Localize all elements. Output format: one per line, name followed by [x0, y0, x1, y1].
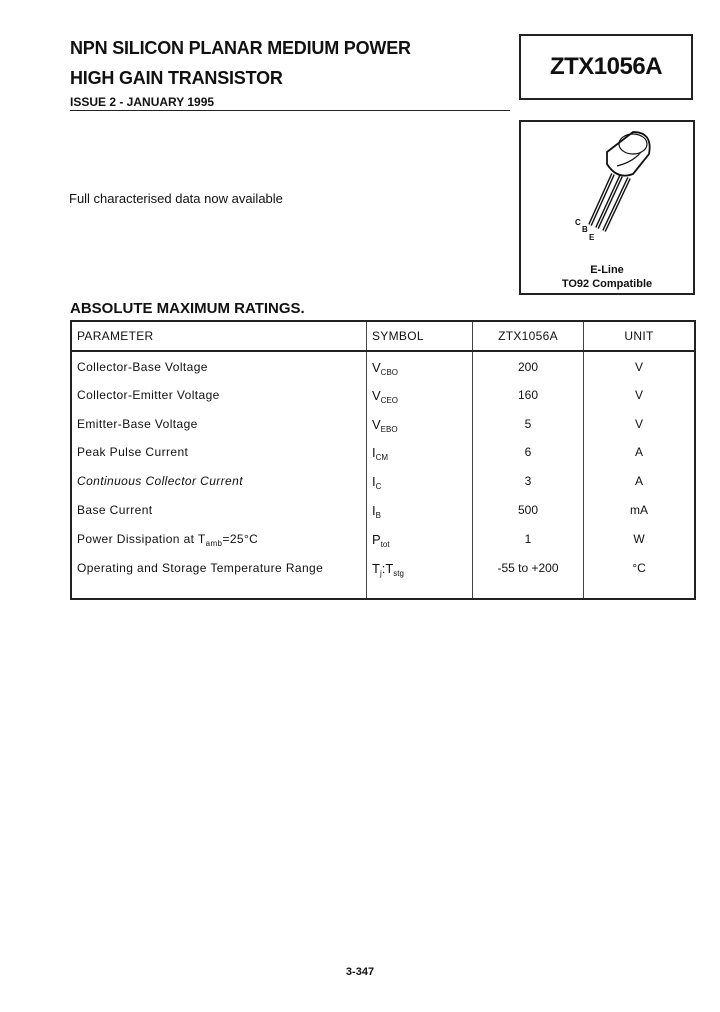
unit-cell: mA — [584, 495, 696, 524]
unit-cell: V — [584, 351, 696, 380]
issue-date: ISSUE 2 - JANUARY 1995 — [70, 95, 215, 109]
parameter-cell: Base Current — [71, 495, 367, 524]
pin-e-label: E — [589, 233, 595, 242]
symbol-cell: $I_C$ — [367, 466, 473, 495]
transistor-package-icon — [521, 122, 693, 262]
availability-note: Full characterised data now available — [69, 191, 283, 206]
symbol-cell: $I_{CM}$ — [367, 437, 473, 466]
symbol-cell: $V_{CEO}$ — [367, 380, 473, 409]
unit-cell: °C — [584, 553, 696, 599]
unit-cell: A — [584, 466, 696, 495]
unit-cell: W — [584, 524, 696, 553]
column-header-value: ZTX1056A — [473, 321, 584, 351]
issue-underline — [70, 110, 510, 111]
value-cell: 3 — [473, 466, 584, 495]
table-row — [71, 466, 695, 495]
symbol-cell: $T_j:T_{stg}$ — [367, 553, 473, 599]
parameter-cell: Power Dissipation at $T_{amb}=25^\circ C$ — [71, 524, 367, 553]
column-header-unit: UNIT — [584, 321, 696, 351]
value-cell: -55 to +200 — [473, 553, 584, 599]
table-row — [71, 380, 695, 409]
parameter-cell: Collector-Emitter Voltage — [71, 380, 367, 409]
unit-cell: A — [584, 437, 696, 466]
section-heading: ABSOLUTE MAXIMUM RATINGS. — [70, 300, 305, 317]
symbol-cell: $P_{tot}$ — [367, 524, 473, 553]
value-cell: 500 — [473, 495, 584, 524]
table-row — [71, 437, 695, 466]
part-number: ZTX1056A — [549, 53, 663, 80]
parameter-cell: Peak Pulse Current — [71, 437, 367, 466]
table-row — [71, 495, 695, 524]
symbol-cell: $I_B$ — [367, 495, 473, 524]
page-number: 3-347 — [345, 966, 375, 978]
pin-b-label: B — [582, 225, 588, 234]
value-cell: 1 — [473, 524, 584, 553]
table-row — [71, 351, 695, 380]
unit-cell: V — [584, 380, 696, 409]
table-row — [71, 409, 695, 438]
column-header-parameter: PARAMETER — [71, 321, 367, 351]
ratings-table — [70, 320, 696, 600]
parameter-cell: Collector-Base Voltage — [71, 351, 367, 380]
parameter-cell: Continuous Collector Current — [71, 466, 367, 495]
unit-cell: V — [584, 409, 696, 438]
parameter-cell: Operating and Storage Temperature Range — [71, 553, 367, 599]
package-label-to92: TO92 Compatible — [561, 278, 653, 290]
table-row — [71, 524, 695, 553]
part-number-box — [519, 34, 693, 100]
package-box — [519, 120, 695, 295]
page-title-line2: HIGH GAIN TRANSISTOR — [70, 68, 283, 88]
pin-c-label: C — [575, 218, 581, 227]
value-cell: 5 — [473, 409, 584, 438]
column-header-symbol: SYMBOL — [367, 321, 473, 351]
table-row — [71, 553, 695, 599]
parameter-cell: Emitter-Base Voltage — [71, 409, 367, 438]
symbol-cell: $V_{EBO}$ — [367, 409, 473, 438]
value-cell: 200 — [473, 351, 584, 380]
package-label-eline: E-Line — [590, 264, 624, 276]
page-title-line1: NPN SILICON PLANAR MEDIUM POWER — [70, 38, 411, 58]
value-cell: 160 — [473, 380, 584, 409]
value-cell: 6 — [473, 437, 584, 466]
symbol-cell: $V_{CBO}$ — [367, 351, 473, 380]
